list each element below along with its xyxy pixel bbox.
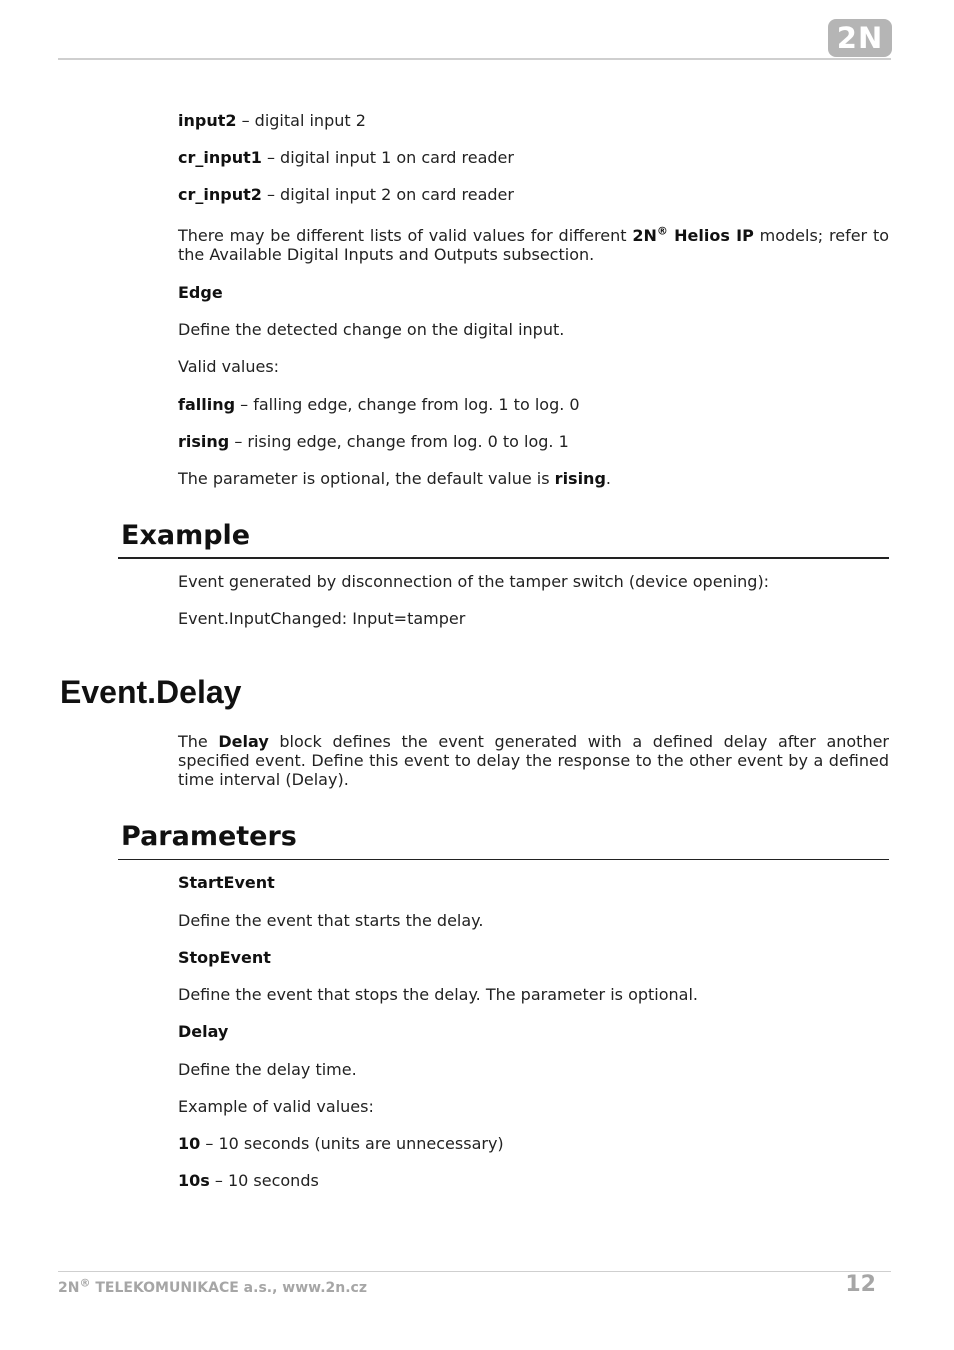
optional-note-suffix: . [605,469,611,488]
optional-note [178,469,889,488]
term-description: – digital input 1 on card reader [261,148,514,167]
intro-bold: Delay [218,732,269,751]
intro-text: block defines the event generated with a defined delay after another specified event. Define this event to delay the response to the other event by a defined time interval (Delay). [178,732,890,789]
list-item [178,1134,889,1153]
valid-values-label: Valid values: [178,357,280,376]
list-item [178,395,889,414]
delay-name: Delay [178,1022,229,1041]
intro-text: The [178,732,219,751]
term-description: – digital input 2 on card reader [261,185,514,204]
page-number: 12 [845,1272,876,1297]
models-note-text: models; refer to the Available Digital Inputs and Outputs subsection. [178,226,890,264]
edge-description: Define the detected change on the digital input. [178,320,565,339]
list-item [178,1171,889,1190]
term-description: – rising edge, change from log. 0 to log. 1 [229,432,569,451]
footer-registered-mark: ® [79,1276,91,1290]
term-description: – digital input 2 [236,111,366,130]
footer-company-text: TELEKOMUNIKACE a.s., www.2n.cz [90,1280,367,1296]
brand-logo-text: 2N [836,21,884,55]
models-note [178,226,889,264]
term-label: falling [178,395,236,414]
page-title: Event.Delay [60,674,242,710]
example-description: Event generated by disconnection of the tamper switch (device opening): [178,572,770,591]
parameter-heading [178,948,889,967]
stop-event-description: Define the event that stops the delay. The parameter is optional. [178,985,699,1004]
term-label: rising [178,432,230,451]
registered-mark: ® [656,224,668,238]
section-heading-parameters: Parameters [121,821,297,852]
brand-logo [828,19,892,57]
start-event-description: Define the event that starts the delay. [178,911,484,930]
term-label: cr_input2 [178,185,262,204]
footer-brand: 2N [58,1280,80,1296]
term-label: 10 [178,1134,201,1153]
section-heading-example: Example [121,520,251,551]
term-description: – falling edge, change from log. 1 to log. 0 [235,395,580,414]
term-label: 10s [178,1171,210,1190]
footer-rule [58,1271,891,1272]
section-rule [118,557,889,559]
event-delay-intro [178,732,889,789]
example-code: Event.InputChanged: Input=tamper [178,609,466,628]
term-label: input2 [178,111,237,130]
product-name: Helios IP [667,226,754,245]
header-rule [58,58,891,60]
list-item [178,148,889,167]
section-rule [118,859,889,860]
models-note-text: There may be different lists of valid values for different [178,226,633,245]
footer-company [58,1276,367,1297]
brand-name: 2N [632,226,657,245]
term-description: – 10 seconds [209,1171,319,1190]
list-item [178,432,889,451]
parameter-heading [178,283,889,302]
list-item [178,185,889,204]
parameter-heading [178,873,889,892]
edge-heading: Edge [178,283,223,302]
term-description: – 10 seconds (units are unnecessary) [200,1134,504,1153]
term-label: cr_input1 [178,148,262,167]
list-item [178,111,889,130]
examples-label: Example of valid values: [178,1097,374,1116]
default-value: rising [554,469,606,488]
start-event-name: StartEvent [178,873,275,892]
optional-note-text: The parameter is optional, the default value is [178,469,555,488]
stop-event-name: StopEvent [178,948,271,967]
parameter-heading [178,1022,889,1041]
delay-description: Define the delay time. [178,1060,357,1079]
